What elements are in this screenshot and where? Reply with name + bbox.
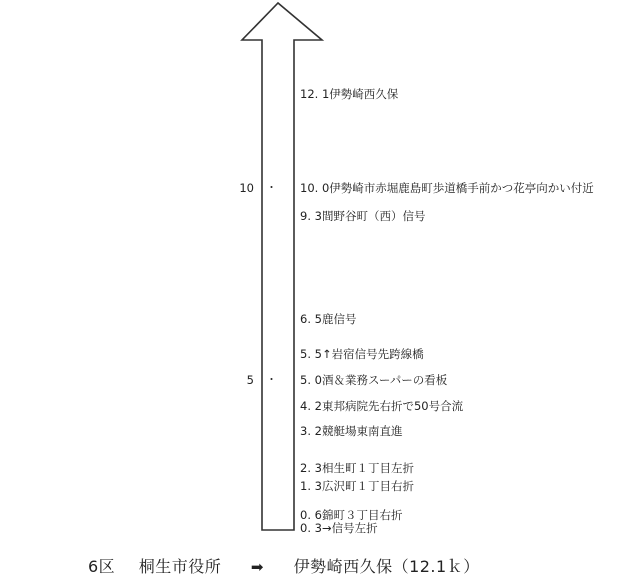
waypoint-10-0 [300,181,594,195]
section-label: 6区 [88,557,116,576]
waypoint-distance: 3. [300,424,311,438]
waypoint-2-3 [300,461,414,475]
marker-5-label: 5 [246,373,254,387]
waypoint-text: 3広沢町１丁目右折 [314,479,414,493]
waypoint-distance: 9. [300,209,311,223]
marker-5-dot: ・ [266,373,277,386]
waypoint-text: 1伊勢崎西久保 [321,87,399,101]
waypoint-3-2 [300,424,402,438]
waypoint-distance: 5. [300,373,311,387]
waypoint-distance: 0. [300,508,311,522]
waypoint-distance: 4. [300,399,311,413]
waypoint-distance: 10. [300,181,319,195]
route-arrow-shape [242,3,322,530]
end-point: 伊勢崎西久保（12.1ｋ） [293,557,480,576]
waypoint-9-3 [300,209,425,223]
waypoint-distance: 12. [300,87,319,101]
route-caption [88,556,480,578]
waypoint-text: 5↑岩宿信号先跨線橋 [314,347,424,361]
waypoint-0-3 [300,521,378,535]
waypoint-0-6 [300,508,402,522]
waypoint-text: 0酒＆業務スーパーの看板 [314,373,448,387]
start-point: 桐生市役所 [138,557,222,576]
marker-10-dot: ・ [266,181,277,194]
waypoint-text: 3間野谷町（西）信号 [314,209,426,223]
waypoint-text: 2東邦病院先右折で50号合流 [314,399,464,413]
marker-10-label: 10 [239,181,254,195]
waypoint-distance: 1. [300,479,311,493]
waypoint-12-1 [300,87,398,101]
waypoint-distance: 5. [300,347,311,361]
waypoint-1-3 [300,479,414,493]
waypoint-text: 0伊勢崎市赤堀鹿島町歩道橋手前かつ花亭向かい付近 [321,181,594,195]
waypoint-5-5 [300,347,424,361]
waypoint-text: 5鹿信号 [314,312,357,326]
waypoint-text: 2競艇場東南直進 [314,424,403,438]
waypoint-5-0 [300,373,447,387]
waypoint-distance: 6. [300,312,311,326]
waypoint-4-2 [300,399,463,413]
waypoint-distance: 2. [300,461,311,475]
waypoint-distance: 0. [300,521,311,535]
waypoint-text: 3相生町１丁目左折 [314,461,414,475]
waypoint-text: 3→信号左折 [314,521,378,535]
right-arrow-icon: ➡ [250,558,264,576]
waypoint-text: 6錦町３丁目右折 [314,508,403,522]
waypoint-6-5 [300,312,356,326]
